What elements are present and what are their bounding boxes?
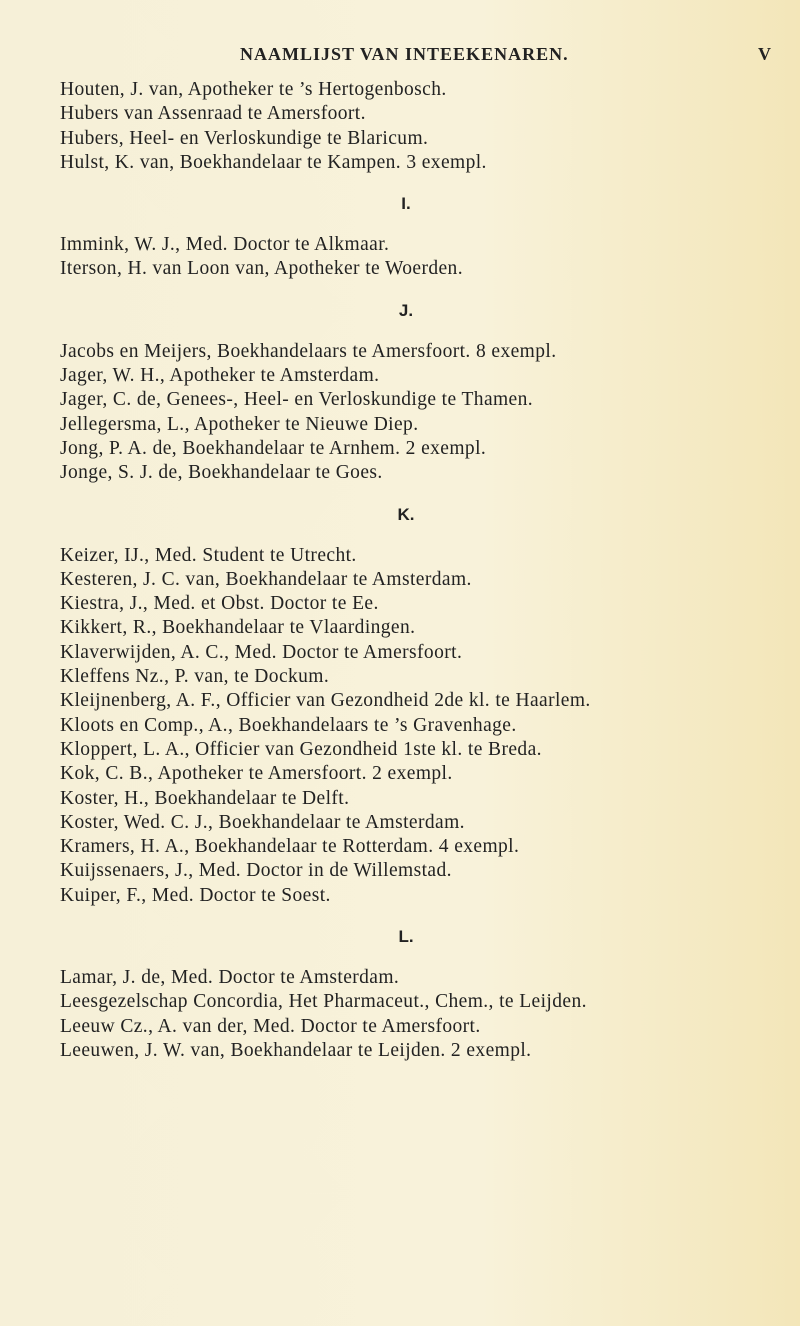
running-title: NAAMLIJST VAN INTEEKENAREN. <box>240 44 569 64</box>
subscriber-entry: Kloots en Comp., A., Boekhandelaars te ’s Gravenhage. <box>60 714 517 736</box>
subscriber-entry: Keizer, IJ., Med. Student te Utrecht. <box>60 544 357 566</box>
subscriber-entry: Kleijnenberg, A. F., Officier van Gezondheid 2de kl. te Haarlem. <box>60 690 591 712</box>
subscriber-entry: Jager, C. de, Genees-, Heel- en Verloskundige te Thamen. <box>60 389 534 411</box>
subscriber-entry: Koster, Wed. C. J., Boekhandelaar te Amsterdam. <box>60 811 465 833</box>
section-letter: K. <box>397 504 415 524</box>
subscriber-entry: Kok, C. B., Apotheker te Amersfoort. 2 exempl. <box>60 763 453 785</box>
page-number: V <box>758 44 772 64</box>
subscriber-entry: Jonge, S. J. de, Boekhandelaar te Goes. <box>60 462 383 484</box>
subscriber-entry: Leeuw Cz., A. van der, Med. Doctor te Amersfoort. <box>60 1015 481 1037</box>
subscriber-entry: Kloppert, L. A., Officier van Gezondheid 1ste kl. te Breda. <box>60 738 542 760</box>
subscriber-entry: Jacobs en Meijers, Boekhandelaars te Amersfoort. 8 exempl. <box>60 340 557 362</box>
section-letter: J. <box>398 300 414 320</box>
subscriber-entry: Kikkert, R., Boekhandelaar te Vlaardingen. <box>60 617 416 639</box>
subscriber-entry: Jellegersma, L., Apotheker te Nieuwe Diep. <box>60 413 419 435</box>
subscriber-entry: Hulst, K. van, Boekhandelaar te Kampen. 3 exempl. <box>60 151 487 173</box>
subscriber-entry: Kleffens Nz., P. van, te Dockum. <box>60 666 330 688</box>
subscriber-entry: Iterson, H. van Loon van, Apotheker te Woerden. <box>60 258 463 280</box>
section-letter: L. <box>398 927 414 947</box>
subscriber-entry: Leeuwen, J. W. van, Boekhandelaar te Leijden. 2 exempl. <box>60 1039 532 1061</box>
subscriber-entry: Jager, W. H., Apotheker te Amsterdam. <box>60 365 380 387</box>
subscriber-entry: Klaverwijden, A. C., Med. Doctor te Amersfoort. <box>60 641 463 663</box>
subscriber-entry: Kramers, H. A., Boekhandelaar te Rotterdam. 4 exempl. <box>60 836 520 858</box>
subscriber-entry: Immink, W. J., Med. Doctor te Alkmaar. <box>60 234 390 256</box>
subscriber-entry: Kesteren, J. C. van, Boekhandelaar te Amsterdam. <box>60 568 472 590</box>
subscriber-entry: Kiestra, J., Med. et Obst. Doctor te Ee. <box>60 593 379 615</box>
subscriber-entry: Kuijssenaers, J., Med. Doctor in de Willemstad. <box>60 860 452 882</box>
subscriber-entry: Jong, P. A. de, Boekhandelaar te Arnhem. 2 exempl. <box>60 437 487 459</box>
subscriber-entry: Koster, H., Boekhandelaar te Delft. <box>60 787 350 809</box>
subscriber-entry: Leesgezelschap Concordia, Het Pharmaceut., Chem., te Leijden. <box>60 991 587 1013</box>
subscriber-list <box>60 78 790 1063</box>
subscriber-entry: Kuiper, F., Med. Doctor te Soest. <box>60 884 331 906</box>
running-header <box>0 44 800 74</box>
subscriber-entry: Hubers van Assenraad te Amersfoort. <box>60 103 366 125</box>
section-letter: I. <box>401 194 411 214</box>
subscriber-entry: Houten, J. van, Apotheker te ’s Hertogenbosch. <box>60 79 447 100</box>
subscriber-entry: Hubers, Heel- en Verloskundige te Blaricum. <box>60 127 429 149</box>
subscriber-entry: Lamar, J. de, Med. Doctor te Amsterdam. <box>60 967 400 989</box>
